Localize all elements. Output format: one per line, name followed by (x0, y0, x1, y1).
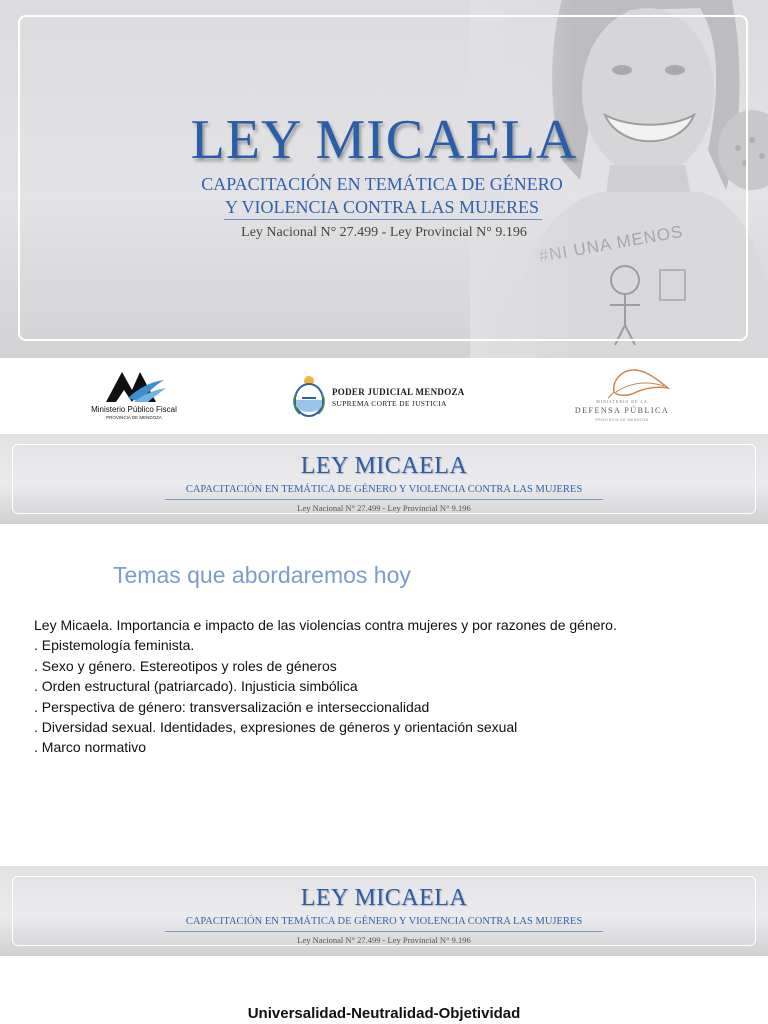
list-item: Ley Micaela. Importancia e impacto de las violencias contra mujeres y por razones de género. (34, 617, 617, 633)
hero-title: LEY MICAELA (190, 109, 578, 171)
coat-of-arms-icon (292, 374, 326, 418)
slide-header-banner (0, 434, 768, 524)
banner-subtitle: CAPACITACIÓN EN TEMÁTICA DE GÉNERO Y VIOLENCIA CONTRA LAS MUJERES (185, 484, 583, 495)
defensa-ministry-label: MINISTERIO DE LA (596, 399, 648, 404)
hero-subtitle-line1: CAPACITACIÓN EN TEMÁTICA DE GÉNERO (201, 174, 563, 194)
logo-strip (0, 358, 768, 434)
list-item: . Perspectiva de género: transversalización e interseccionalidad (34, 698, 430, 715)
logo-defensa-publica (570, 366, 674, 426)
hero-subtitle-line2: Y VIOLENCIA CONTRA LAS MUJERES (224, 197, 540, 217)
hero-divider (224, 219, 542, 220)
section-title: Temas que abordaremos hoy (113, 562, 411, 588)
list-item: . Sexo y género. Estereotipos y roles de géneros (34, 657, 337, 674)
banner-law-reference: Ley Nacional N° 27.499 - Ley Provincial N° 9.196 (297, 935, 471, 945)
defensa-leaf-icon (570, 366, 674, 400)
mpf-province: PROVINCIA DE MENDOZA (106, 415, 162, 420)
banner-divider (165, 499, 603, 500)
hero-cover (0, 0, 768, 358)
hero-law-reference: Ley Nacional N° 27.499 - Ley Provincial N° 9.196 (241, 225, 527, 240)
banner-divider (165, 931, 603, 932)
banner-law-reference: Ley Nacional N° 27.499 - Ley Provincial N° 9.196 (297, 503, 471, 513)
mpf-name: Ministerio Público Fiscal (91, 405, 177, 414)
banner-title: LEY MICAELA (300, 885, 468, 911)
list-item: . Marco normativo (34, 739, 147, 756)
slide-header-banner (0, 866, 768, 956)
list-item: . Orden estructural (patriarcado). Injusticia simbólica (34, 678, 358, 695)
closing-heading: Universalidad-Neutralidad-Objetividad (247, 1005, 521, 1022)
logo-poder-judicial (292, 374, 482, 418)
poder-judicial-name: PODER JUDICIAL MENDOZA (332, 387, 465, 397)
mpf-emblem-icon (84, 368, 184, 404)
defensa-province: PROVINCIA DE MENDOZA (595, 418, 649, 422)
banner-subtitle: CAPACITACIÓN EN TEMÁTICA DE GÉNERO Y VIOLENCIA CONTRA LAS MUJERES (185, 916, 583, 927)
logo-ministerio-publico-fiscal (84, 368, 184, 424)
list-item: . Epistemología feminista. (34, 637, 195, 654)
banner-title: LEY MICAELA (300, 453, 468, 479)
poder-judicial-sub: SUPREMA CORTE DE JUSTICIA (332, 399, 447, 408)
list-item: . Diversidad sexual. Identidades, expresiones de géneros y orientación sexual (34, 719, 518, 736)
defensa-name: DEFENSA PÚBLICA (574, 406, 670, 415)
topics-list (34, 615, 617, 758)
